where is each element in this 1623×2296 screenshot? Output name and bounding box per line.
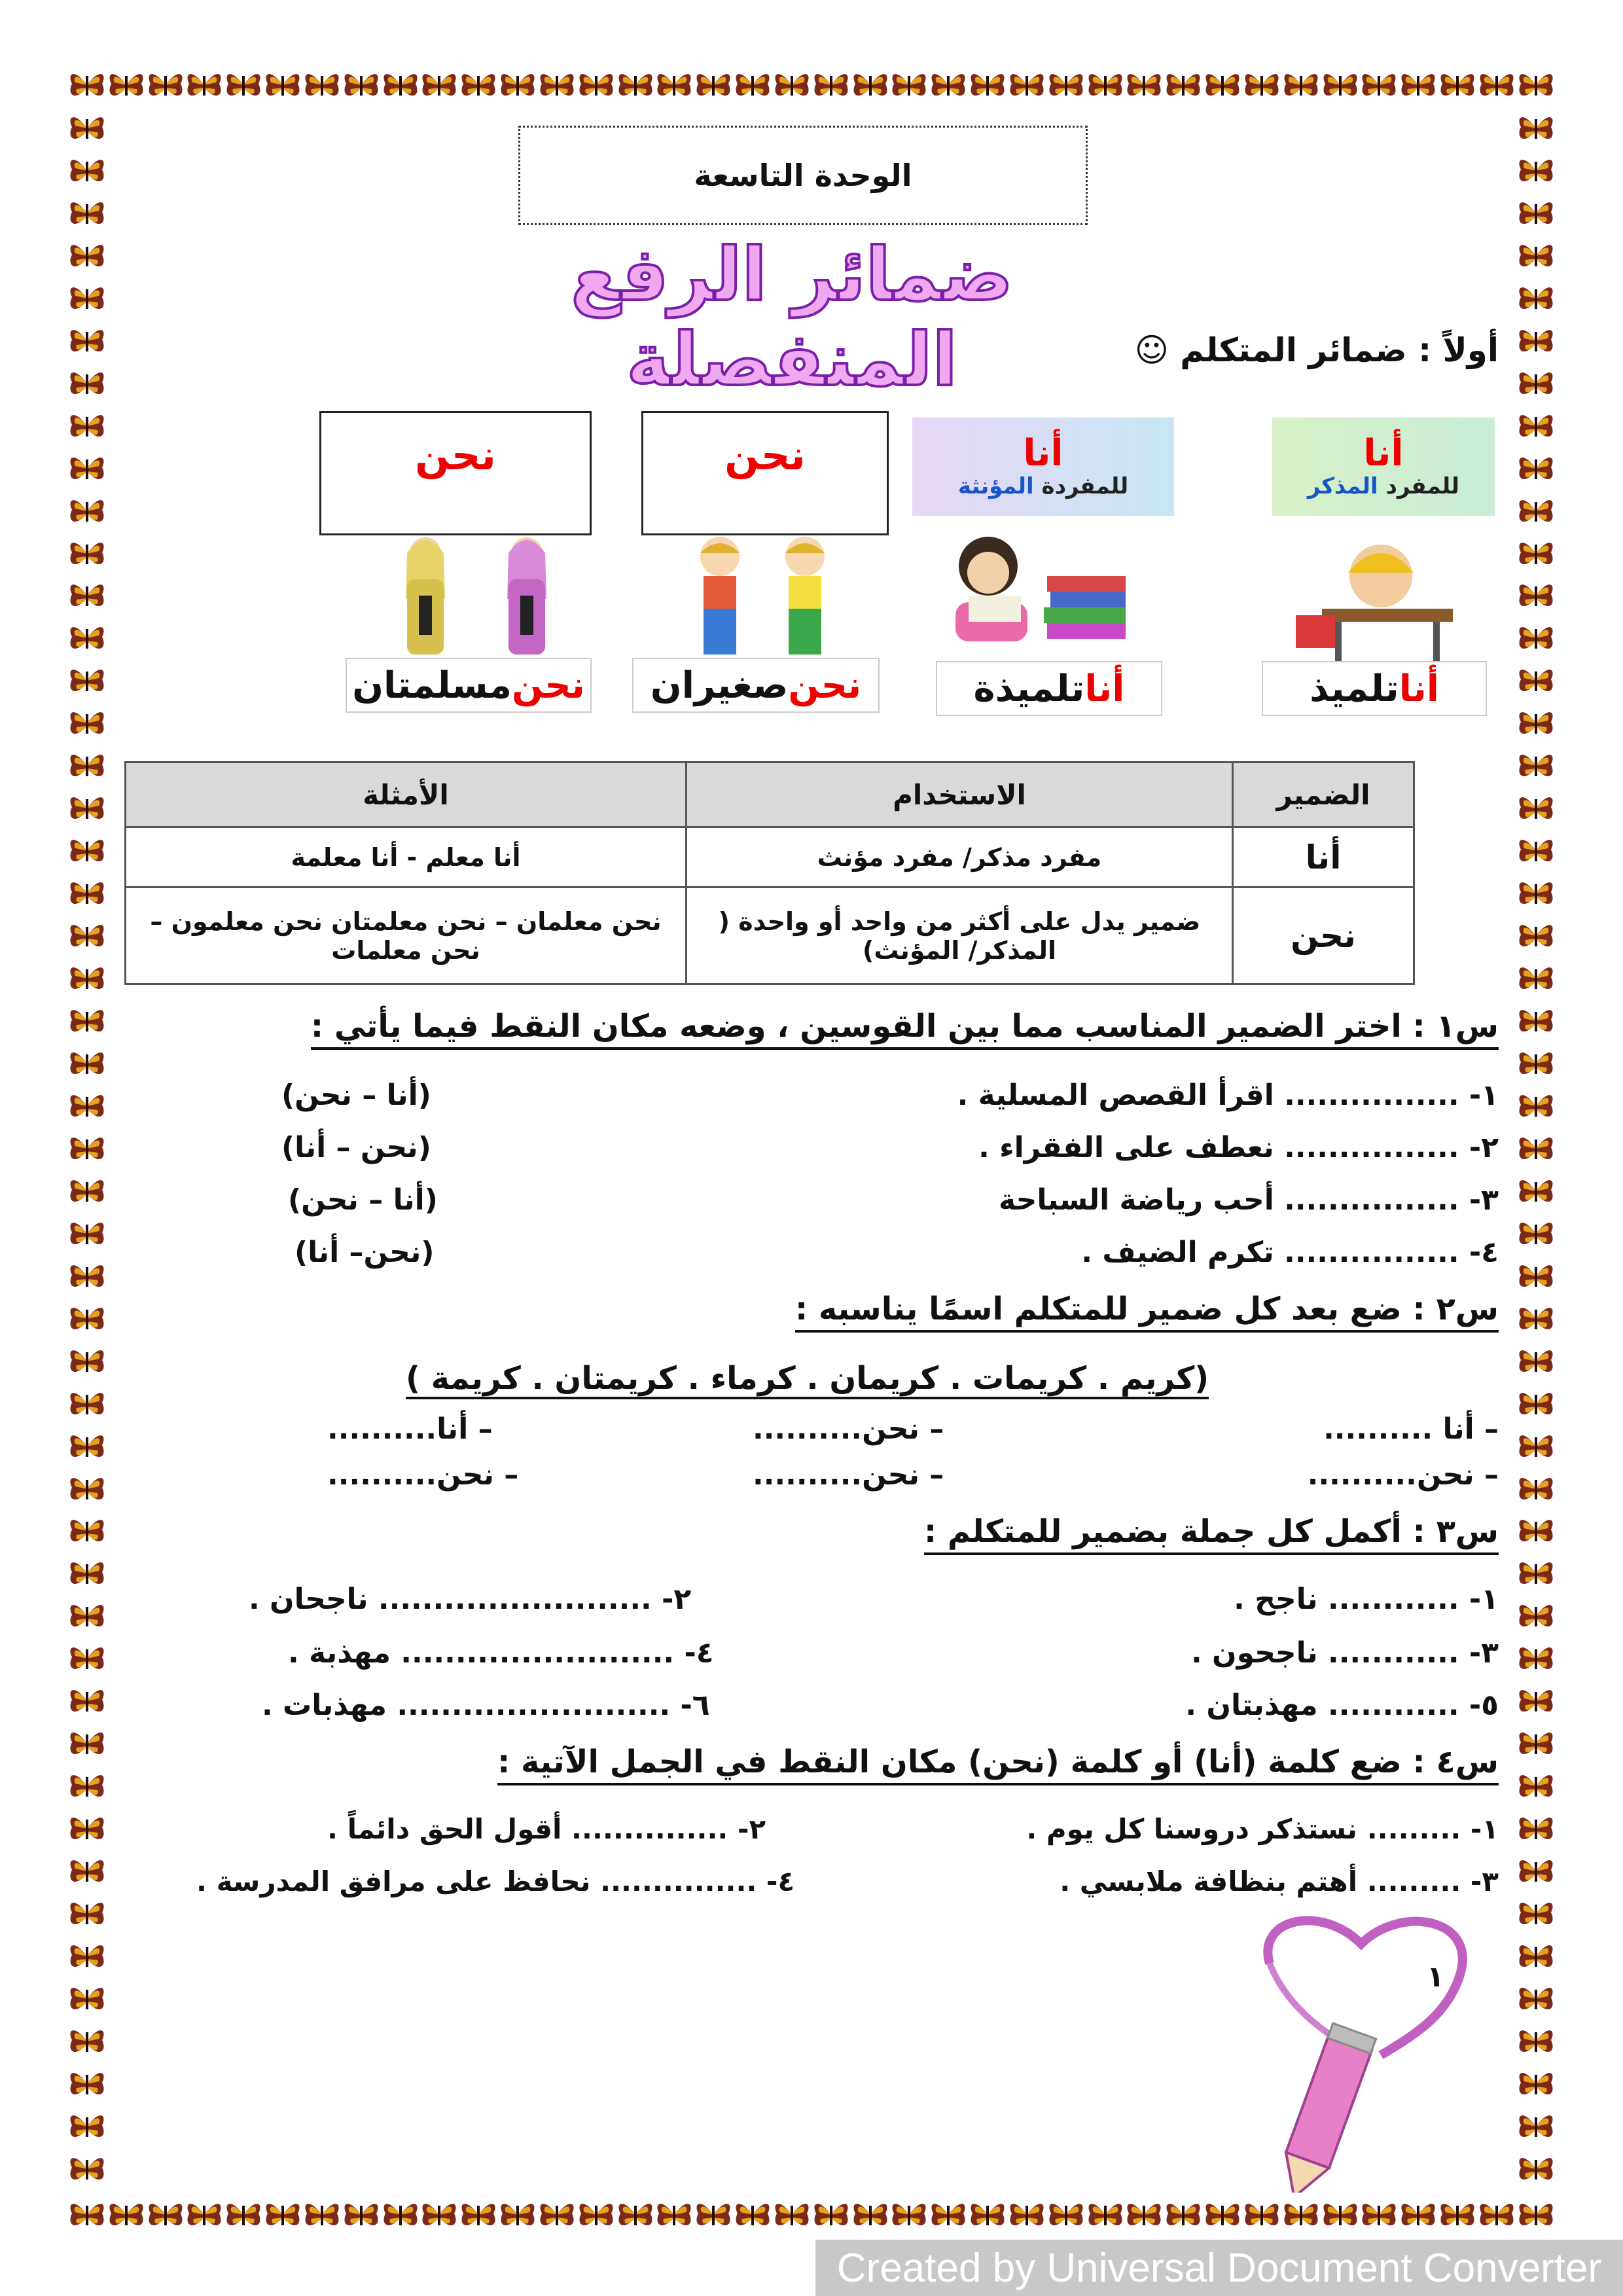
butterfly-icon [420, 68, 458, 102]
butterfly-icon [1517, 1217, 1555, 1251]
butterfly-icon [1478, 2198, 1516, 2232]
q1-item: ٢- ................ نعطف على الفقراء . [978, 1131, 1499, 1164]
butterfly-icon [538, 2198, 576, 2232]
butterfly-icon [1517, 1982, 1555, 2016]
butterfly-icon [1164, 68, 1202, 102]
butterfly-icon [68, 1812, 106, 1846]
butterfly-icon [68, 2067, 106, 2101]
butterfly-icon [1517, 1514, 1555, 1548]
butterfly-icon [1204, 2198, 1241, 2232]
caption-word: تلميذة [973, 667, 1085, 710]
butterfly-icon [1282, 68, 1320, 102]
butterfly-icon [1360, 68, 1398, 102]
unit-title-box [518, 126, 1088, 225]
butterfly-icon [68, 1089, 106, 1123]
butterfly-icon [342, 2198, 380, 2232]
butterfly-icon [1360, 2198, 1398, 2232]
butterfly-icon [1517, 2067, 1555, 2101]
caption-word: مسلمتان [352, 664, 512, 707]
butterfly-icon [68, 664, 106, 698]
caption-tilmeedha [936, 661, 1162, 716]
butterfly-icon [68, 1684, 106, 1718]
butterfly-icon [694, 2198, 732, 2232]
butterfly-icon [616, 2198, 654, 2232]
butterfly-icon [68, 1641, 106, 1676]
butterfly-icon [773, 68, 811, 102]
butterfly-icon [68, 239, 106, 273]
nahnu-label-box-1 [319, 411, 592, 535]
butterfly-icon [68, 749, 106, 783]
butterfly-icon [1517, 1854, 1555, 1888]
ana-masculine-tag [1272, 418, 1495, 516]
butterfly-icon [68, 621, 106, 655]
q3-item: ١- ............ ناجح . [1234, 1583, 1499, 1616]
q4-item: ٣- ......... أهتم بنظافة ملابسي . [1060, 1865, 1499, 1897]
caption-tilmeedh [1262, 661, 1487, 716]
butterfly-icon [1517, 2109, 1555, 2144]
q3-item: ٤- ......................... مهذبة . [288, 1636, 714, 1670]
table-row [126, 888, 1414, 984]
butterfly-icon [68, 324, 106, 358]
desc-highlight: المؤنثة [957, 473, 1034, 499]
butterfly-border-left [68, 111, 106, 2186]
q2-fill: – نحن.......... [753, 1458, 944, 1492]
butterfly-border-right [1517, 111, 1555, 2186]
butterfly-icon [812, 68, 850, 102]
butterfly-icon [1517, 1004, 1555, 1038]
butterfly-border-top [68, 68, 1555, 102]
two-boys-illustration [681, 533, 864, 658]
ana-label: أنا [1023, 432, 1063, 475]
butterfly-icon [303, 2198, 341, 2232]
butterfly-icon [1517, 1769, 1555, 1803]
butterfly-icon [655, 2198, 693, 2232]
butterfly-icon [773, 2198, 811, 2232]
butterfly-icon [1517, 2024, 1555, 2058]
butterfly-icon [342, 68, 380, 102]
butterfly-icon [1517, 1684, 1555, 1718]
butterfly-icon [1517, 1897, 1555, 1931]
butterfly-icon [1517, 706, 1555, 740]
butterfly-icon [1517, 1344, 1555, 1378]
desc-prefix: للمفردة [1041, 473, 1129, 499]
butterfly-icon [1517, 1387, 1555, 1421]
butterfly-icon [68, 1727, 106, 1761]
butterfly-icon [1517, 876, 1555, 910]
butterfly-icon [1517, 1302, 1555, 1336]
butterfly-icon [68, 1429, 106, 1463]
q1-choice: (نحن– أنا) [294, 1236, 435, 1269]
butterfly-icon [851, 68, 889, 102]
q4-item: ١- ......... نستذكر دروسنا كل يوم . [1026, 1813, 1499, 1845]
butterfly-icon [1517, 1556, 1555, 1590]
butterfly-icon [68, 1259, 106, 1293]
butterfly-icon [734, 68, 772, 102]
table-cell: مفرد مذكر/ مفرد مؤنث [687, 827, 1233, 888]
q4-item: ٤- ............... نحافظ على مرافق المدرسة . [196, 1865, 795, 1897]
nahnu-label: نحن [415, 431, 496, 479]
butterfly-icon [1125, 2198, 1163, 2232]
butterfly-icon [1517, 281, 1555, 315]
q3-item: ٥- ............ مهذبتان . [1185, 1689, 1499, 1722]
butterfly-icon [1517, 1472, 1555, 1506]
butterfly-icon [68, 196, 106, 230]
q2-fill: – أنا.......... [327, 1412, 493, 1446]
butterfly-icon [68, 2024, 106, 2058]
butterfly-icon [68, 111, 106, 145]
butterfly-icon [1243, 68, 1281, 102]
butterfly-icon [1204, 68, 1241, 102]
butterfly-icon [499, 68, 537, 102]
butterfly-icon [68, 791, 106, 825]
butterfly-icon [1517, 1429, 1555, 1463]
caption-word: صغيران [650, 664, 789, 707]
section-heading: أولاً : ضمائر المتكلم ☺ [1134, 331, 1499, 369]
q1-choice: (نحن – أنا) [281, 1131, 431, 1164]
butterfly-icon [1321, 68, 1359, 102]
butterfly-icon [1517, 1132, 1555, 1166]
butterfly-icon [1438, 68, 1476, 102]
butterfly-icon [929, 68, 967, 102]
desc-highlight: المذكر [1307, 473, 1378, 499]
table-header: الأمثلة [126, 762, 687, 827]
butterfly-icon [1399, 2198, 1437, 2232]
butterfly-icon [1517, 111, 1555, 145]
butterfly-icon [68, 494, 106, 528]
butterfly-icon [890, 2198, 928, 2232]
table-cell: أنا معلم - أنا معلمة [126, 827, 687, 888]
butterfly-icon [382, 2198, 419, 2232]
butterfly-icon [1517, 664, 1555, 698]
butterfly-border-bottom [68, 2198, 1555, 2232]
butterfly-icon [459, 2198, 497, 2232]
butterfly-icon [1438, 2198, 1476, 2232]
butterfly-icon [969, 68, 1007, 102]
butterfly-icon [1517, 1939, 1555, 1973]
butterfly-icon [68, 1387, 106, 1421]
butterfly-icon [1517, 196, 1555, 230]
butterfly-icon [1517, 409, 1555, 443]
butterfly-icon [68, 1939, 106, 1973]
butterfly-icon [969, 2198, 1007, 2232]
butterfly-icon [68, 1132, 106, 1166]
butterfly-icon [1517, 239, 1555, 273]
butterfly-icon [264, 2198, 302, 2232]
q3-item: ٦- ......................... مهذبات . [262, 1689, 710, 1722]
table-header: الضمير [1233, 762, 1414, 827]
nahnu-label-box-2 [641, 411, 889, 535]
butterfly-icon [1517, 154, 1555, 188]
q2-fill: – نحن.......... [1307, 1458, 1499, 1492]
butterfly-icon [694, 68, 732, 102]
table-row [126, 827, 1414, 888]
ana-desc [958, 473, 1128, 499]
q1-choice: (أنا – نحن) [281, 1079, 431, 1112]
unit-title: الوحدة التاسعة [694, 158, 912, 193]
butterfly-icon [1517, 791, 1555, 825]
butterfly-icon [1282, 2198, 1320, 2232]
butterfly-icon [147, 2198, 185, 2232]
butterfly-icon [68, 367, 106, 401]
desc-prefix: للمفرد [1385, 473, 1460, 499]
butterfly-icon [538, 68, 576, 102]
q2-fill: – أنا .......... [1323, 1412, 1499, 1446]
butterfly-icon [68, 2198, 106, 2232]
q1-heading: س١ : اختر الضمير المناسب مما بين القوسين ، وضعه مكان النقط فيما يأتي : [311, 1008, 1499, 1050]
butterfly-icon [1399, 68, 1437, 102]
butterfly-icon [147, 68, 185, 102]
caption-pronoun: نحن [511, 664, 585, 707]
butterfly-icon [1517, 579, 1555, 613]
ana-desc [1308, 473, 1459, 499]
boy-at-desk-illustration [1283, 537, 1479, 668]
butterfly-icon [224, 68, 262, 102]
butterfly-icon [1047, 2198, 1085, 2232]
caption-saghiran [632, 658, 880, 713]
butterfly-icon [185, 68, 223, 102]
butterfly-icon [382, 68, 419, 102]
table-cell: أنا [1233, 827, 1414, 888]
butterfly-icon [1517, 1259, 1555, 1293]
q2-fill: – نحن.......... [753, 1412, 944, 1446]
table-cell: نحن [1233, 888, 1414, 984]
q2-word-list: (كريم . كريمات . كريمان . كرماء . كريمتان . كريمة ) [406, 1360, 1209, 1399]
table-cell: ضمير يدل على أكثر من واحد أو واحدة ( المذكر/ المؤنث) [687, 888, 1233, 984]
butterfly-icon [1517, 1089, 1555, 1123]
butterfly-icon [68, 1302, 106, 1336]
caption-pronoun: نحن [788, 664, 862, 707]
nahnu-label: نحن [724, 431, 806, 479]
butterfly-icon [459, 68, 497, 102]
table-cell: نحن معلمان – نحن معلمتان نحن معلمون – نحن معلمات [126, 888, 687, 984]
butterfly-icon [1008, 2198, 1046, 2232]
butterfly-icon [68, 1344, 106, 1378]
butterfly-icon [1517, 68, 1555, 102]
q2-fill: – نحن.......... [327, 1458, 519, 1492]
butterfly-icon [68, 579, 106, 613]
butterfly-icon [68, 1174, 106, 1208]
butterfly-icon [1517, 1599, 1555, 1633]
q1-item: ١- ................ اقرأ القصص المسلية . [957, 1079, 1499, 1112]
butterfly-icon [1517, 537, 1555, 571]
heart-pencil-icon [1230, 1905, 1505, 2193]
butterfly-icon [1517, 2198, 1555, 2232]
butterfly-icon [1517, 919, 1555, 953]
butterfly-icon [577, 2198, 615, 2232]
butterfly-icon [1517, 1047, 1555, 1081]
butterfly-icon [68, 154, 106, 188]
butterfly-icon [68, 1982, 106, 2016]
q3-heading: س٣ : أكمل كل جملة بضمير للمتكلم : [924, 1513, 1499, 1555]
butterfly-icon [1517, 834, 1555, 868]
butterfly-icon [734, 2198, 772, 2232]
butterfly-icon [851, 2198, 889, 2232]
butterfly-icon [68, 1854, 106, 1888]
caption-pronoun: أنا [1084, 667, 1125, 710]
butterfly-icon [1517, 961, 1555, 996]
lesson-title: ضمائر الرفع المنفصلة [570, 232, 1014, 403]
butterfly-icon [420, 2198, 458, 2232]
butterfly-icon [1517, 1174, 1555, 1208]
q1-choice: (أنا – نحن) [288, 1183, 438, 1217]
ana-label: أنا [1363, 432, 1404, 475]
butterfly-icon [1517, 2152, 1555, 2186]
q4-heading: س٤ : ضع كلمة (أنا) أو كلمة (نحن) مكان النقط في الجمل الآتية : [497, 1744, 1499, 1785]
butterfly-icon [1008, 68, 1046, 102]
butterfly-icon [1517, 1812, 1555, 1846]
butterfly-icon [68, 834, 106, 868]
butterfly-icon [68, 409, 106, 443]
butterfly-icon [68, 961, 106, 996]
butterfly-icon [1517, 1641, 1555, 1676]
q1-item: ٤- ................ تكرم الضيف . [1081, 1236, 1499, 1269]
butterfly-icon [68, 1514, 106, 1548]
butterfly-icon [68, 1769, 106, 1803]
butterfly-icon [1321, 2198, 1359, 2232]
butterfly-icon [1047, 68, 1085, 102]
butterfly-icon [812, 2198, 850, 2232]
q3-item: ٣- ............ ناجحون . [1191, 1636, 1499, 1670]
butterfly-icon [68, 281, 106, 315]
page-number: ١ [1427, 1960, 1444, 1994]
butterfly-icon [107, 68, 145, 102]
butterfly-icon [224, 2198, 262, 2232]
q1-item: ٣- ................ أحب رياضة السباحة [998, 1183, 1499, 1217]
butterfly-icon [1517, 324, 1555, 358]
butterfly-icon [68, 1047, 106, 1081]
table-header-row [126, 762, 1414, 827]
butterfly-icon [68, 1217, 106, 1251]
butterfly-icon [655, 68, 693, 102]
butterfly-icon [890, 68, 928, 102]
butterfly-icon [1517, 452, 1555, 486]
butterfly-icon [68, 706, 106, 740]
butterfly-icon [1164, 2198, 1202, 2232]
butterfly-icon [68, 2152, 106, 2186]
two-girls-illustration [386, 533, 582, 658]
butterfly-icon [68, 1472, 106, 1506]
butterfly-icon [1517, 749, 1555, 783]
butterfly-icon [1517, 494, 1555, 528]
butterfly-icon [929, 2198, 967, 2232]
caption-muslimatan [346, 658, 592, 713]
butterfly-icon [1517, 621, 1555, 655]
q2-heading: س٢ : ضع بعد كل ضمير للمتكلم اسمًا يناسبه : [795, 1291, 1499, 1333]
caption-word: تلميذ [1310, 667, 1399, 710]
butterfly-icon [303, 68, 341, 102]
butterfly-icon [68, 1599, 106, 1633]
butterfly-icon [1125, 68, 1163, 102]
butterfly-icon [68, 1897, 106, 1931]
butterfly-icon [185, 2198, 223, 2232]
butterfly-icon [68, 919, 106, 953]
table-header: الاستخدام [687, 762, 1233, 827]
butterfly-icon [577, 68, 615, 102]
butterfly-icon [616, 68, 654, 102]
butterfly-icon [107, 2198, 145, 2232]
pronoun-table [124, 761, 1415, 985]
butterfly-icon [1517, 367, 1555, 401]
watermark-banner: Created by Universal Document Converter [815, 2240, 1623, 2296]
butterfly-icon [68, 452, 106, 486]
butterfly-icon [68, 537, 106, 571]
butterfly-icon [264, 68, 302, 102]
butterfly-icon [68, 2109, 106, 2144]
butterfly-icon [1086, 2198, 1124, 2232]
butterfly-icon [1478, 68, 1516, 102]
q3-item: ٢- ......................... ناجحان . [249, 1583, 692, 1616]
butterfly-icon [68, 876, 106, 910]
butterfly-icon [68, 1556, 106, 1590]
butterfly-icon [499, 2198, 537, 2232]
girl-reading-illustration [929, 530, 1139, 661]
ana-feminine-tag [912, 418, 1174, 516]
butterfly-icon [1517, 1727, 1555, 1761]
butterfly-icon [68, 68, 106, 102]
q4-item: ٢- ............... أقول الحق دائماً . [327, 1813, 766, 1845]
butterfly-icon [68, 1004, 106, 1038]
caption-pronoun: أنا [1399, 667, 1439, 710]
butterfly-icon [1243, 2198, 1281, 2232]
butterfly-icon [1086, 68, 1124, 102]
